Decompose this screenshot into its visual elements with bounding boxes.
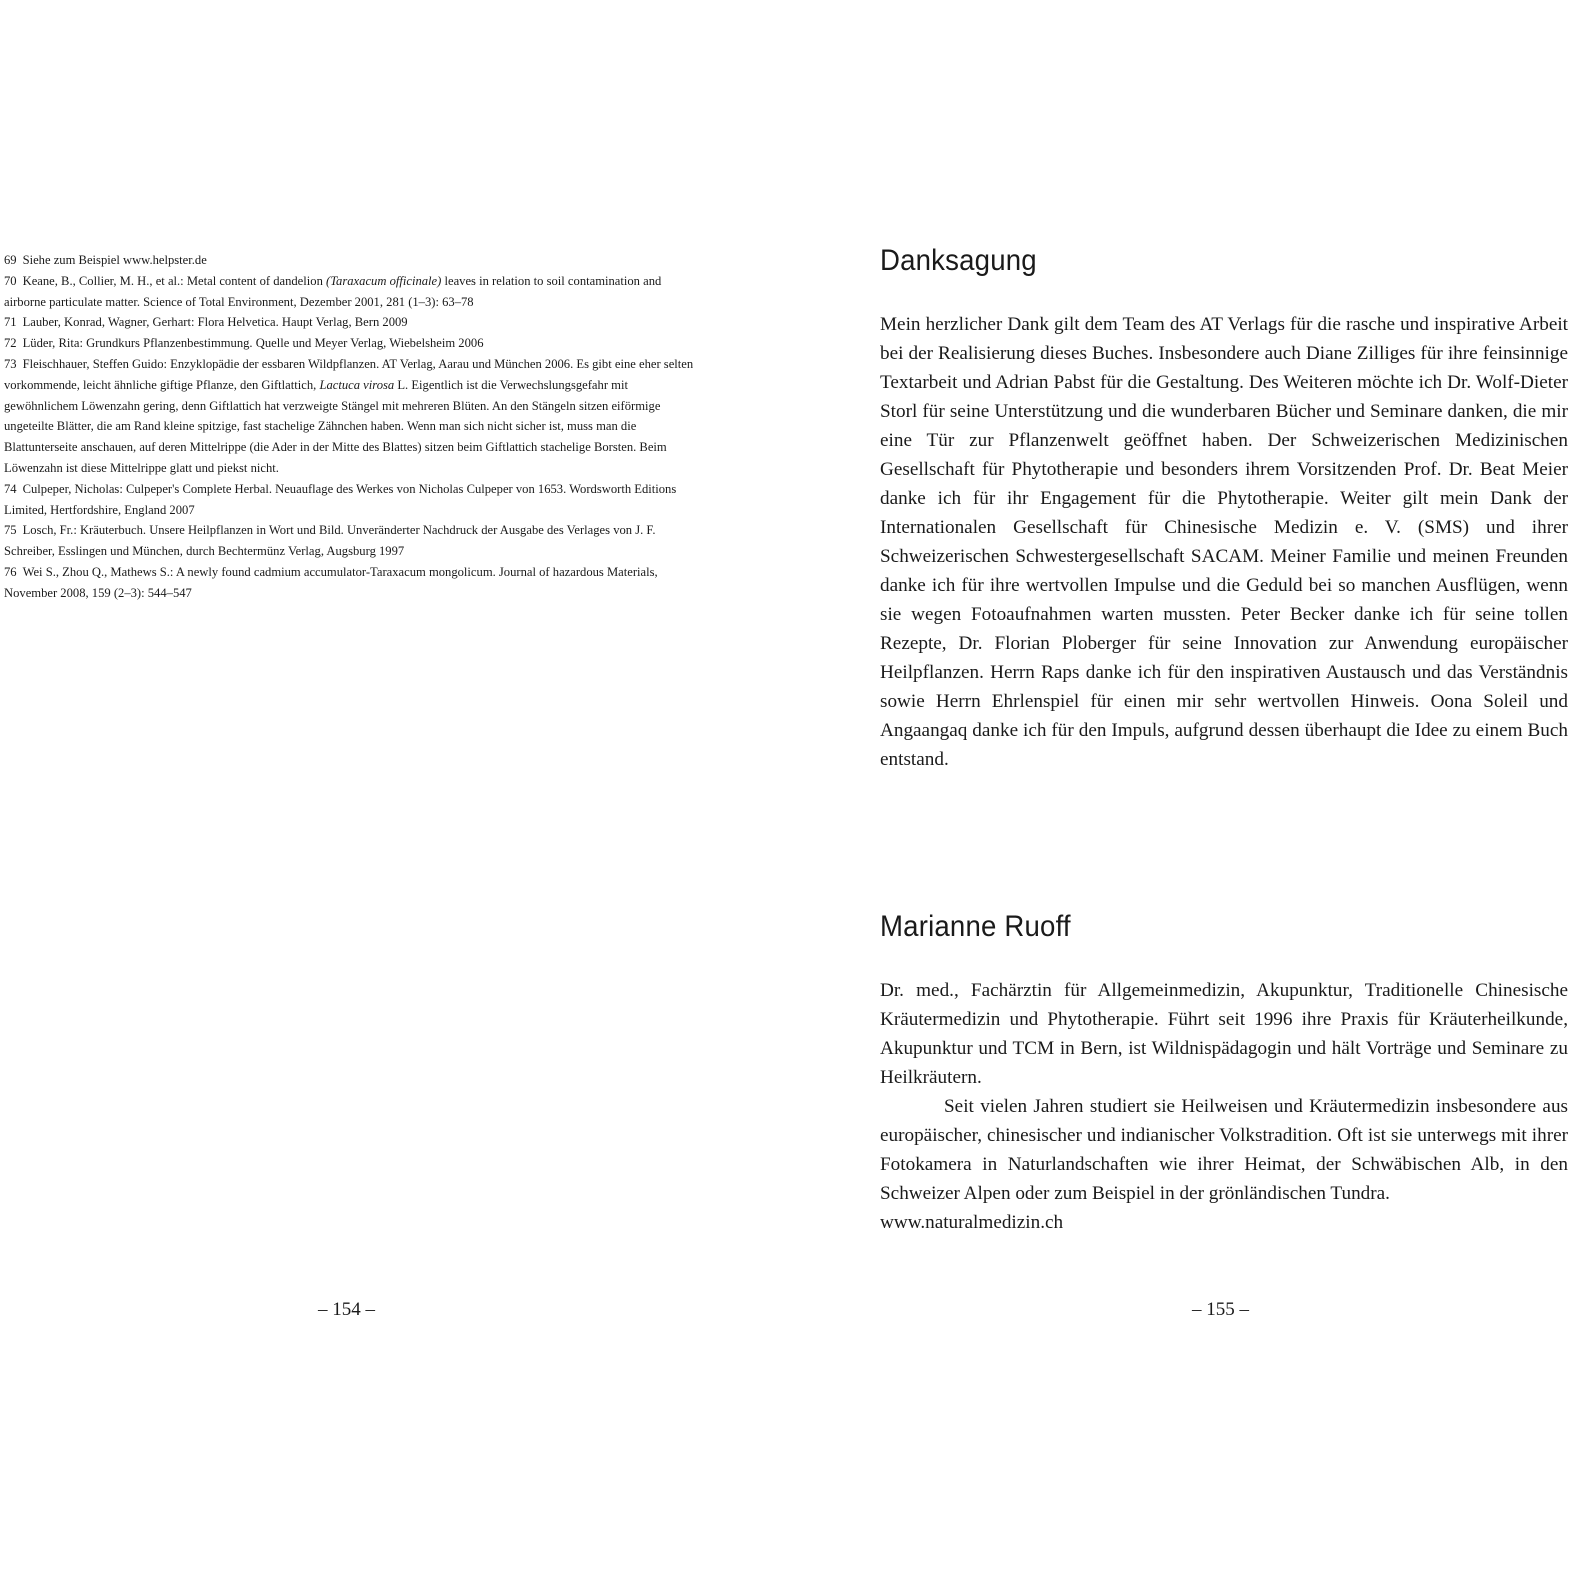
author-website: www.naturalmedizin.ch [880,1212,1064,1233]
author-heading: Marianne Ruoff [880,910,1071,943]
footnote-70: 70 Keane, B., Collier, M. H., et al.: Metal content of dandelion (Taraxacum officinale) leaves in relation to soil contamination and airborne particulate matter. Science of Total Environment, Dezember 2001, 281 (1–3): 63–78 [4,273,662,309]
acknowledgements-text: Mein herzlicher Dank gilt dem Team des AT Verlags für die rasche und inspirative Arbeit bei der Realisierung dieses Buches. Insbesondere auch Diane Zilliges für ihre feinsinnige Textarbeit und Adrian Pabst für die Gestaltung. Des Weiteren möchte ich Dr. Wolf-Dieter Storl für seine Unterstützung und die wunderbaren Bücher und Seminare danken, die mir eine Tür zur Pflanzenwelt geöffnet haben. Der Schweizerischen Medizinischen Gesellschaft für Phytotherapie und besonders ihrem Vorsitzenden Prof. Dr. Beat Meier danke ich für ihr Engagement für die Phytotherapie. Weiter gilt mein Dank der Internationalen Gesellschaft für Chinesische Medizin e. V. (SMS) und ihrer Schweizerischen Schwestergesellschaft SACAM. Meiner Familie und meinen Freunden danke ich für ihre wertvollen Impulse und die Geduld bei so manchen Ausflügen, wenn sie wegen Fotoaufnahmen warten mussten. Peter Becker danke ich für seine tollen Rezepte, Dr. Florian Ploberger für seine Innovation zur Anwendung europäischer Heilpflanzen. Herrn Raps danke ich für den inspirativen Austausch und das Verständnis sowie Herrn Ehrlenspiel für einen mir sehr wertvollen Hinweis. Oona Soleil und Angaangaq danke ich für den Impuls, aufgrund dessen überhaupt die Idee zu einem Buch entstand. [880,314,1568,770]
acknowledgements-section [880,244,1568,278]
author-paragraph-1: Dr. med., Fachärztin für Allgemeinmedizin, Akupunktur, Traditionelle Chinesische Kräutermedizin und Phytotherapie. Führt seit 1996 ihre Praxis für Kräuterheilkunde, Akupunktur und TCM in Bern, ist Wildnispädagogin und hält Vorträge und Seminare zu Heilkräutern. [880,980,1568,1088]
footnote-76: 76 Wei S., Zhou Q., Mathews S.: A newly found cadmium accumulator-Taraxacum mongolicum. Journal of hazardous Materials, November 2008, 159 (2–3): 544–547 [4,564,658,600]
footnote-69: 69 Siehe zum Beispiel www.helpster.de [4,253,207,267]
footnote-71: 71 Lauber, Konrad, Wagner, Gerhart: Flora Helvetica. Haupt Verlag, Bern 2009 [4,315,408,330]
footnote-75: 75 Losch, Fr.: Kräuterbuch. Unsere Heilpflanzen in Wort und Bild. Unveränderter Nachdruck der Ausgabe des Verlages von J. F. Schreiber, Esslingen und München, durch Bechtermünz Verlag, Augsburg 1997 [4,523,656,559]
author-section [880,910,1568,944]
author-body [880,976,1568,1237]
author-paragraph-2: Seit vielen Jahren studiert sie Heilweisen und Kräutermedizin insbesondere aus europäischer, chinesischer und indianischer Volkstradition. Oft ist sie unterwegs mit ihrer Fotokamera in Naturlandschaften wie ihrer Heimat, der Schwäbischen Alb, in den Schweizer Alpen oder zum Beispiel in der grönländischen Tundra. [880,1096,1568,1204]
footnote-74: 74 Culpeper, Nicholas: Culpeper's Complete Herbal. Neuauflage des Werkes von Nicholas Culpeper von 1653. Wordsworth Editions Limited, Hertfordshire, England 2007 [4,481,677,517]
footnotes-list [4,250,704,604]
acknowledgements-heading: Danksagung [880,244,1037,277]
footnote-73: 73 Fleischhauer, Steffen Guido: Enzyklopädie der essbaren Wildpflanzen. AT Verlag, Aarau und München 2006. Es gibt eine eher selten vorkommende, leicht ähnliche giftige Pflanze, den Giftlattich, Lactuca virosa L. Eigentlich ist die Verwechslungsgefahr mit gewöhnlichem Löwenzahn gering, denn Giftlattich hat verzweigte Stängel mit mehreren Blüten. An den Stängeln sitzen eiförmige ungeteilte Blätter, die am Rand kleine spitzige, fast stachelige Zähnchen haben. Wenn man sich nicht sicher ist, muss man die Blattunterseite anschauen, auf deren Mittelrippe (die Ader in der Mitte des Blattes) sitzen beim Giftlattich stachelige Borsten. Beim Löwenzahn ist diese Mittelrippe glatt und piekst nicht. [4,356,694,475]
acknowledgements-body [880,310,1568,774]
footnote-72: 72 Lüder, Rita: Grundkurs Pflanzenbestimmung. Quelle und Meyer Verlag, Wiebelsheim 2006 [4,336,484,351]
page-number-left: – 154 – [318,1299,375,1320]
page-number-right: – 155 – [1192,1299,1249,1320]
